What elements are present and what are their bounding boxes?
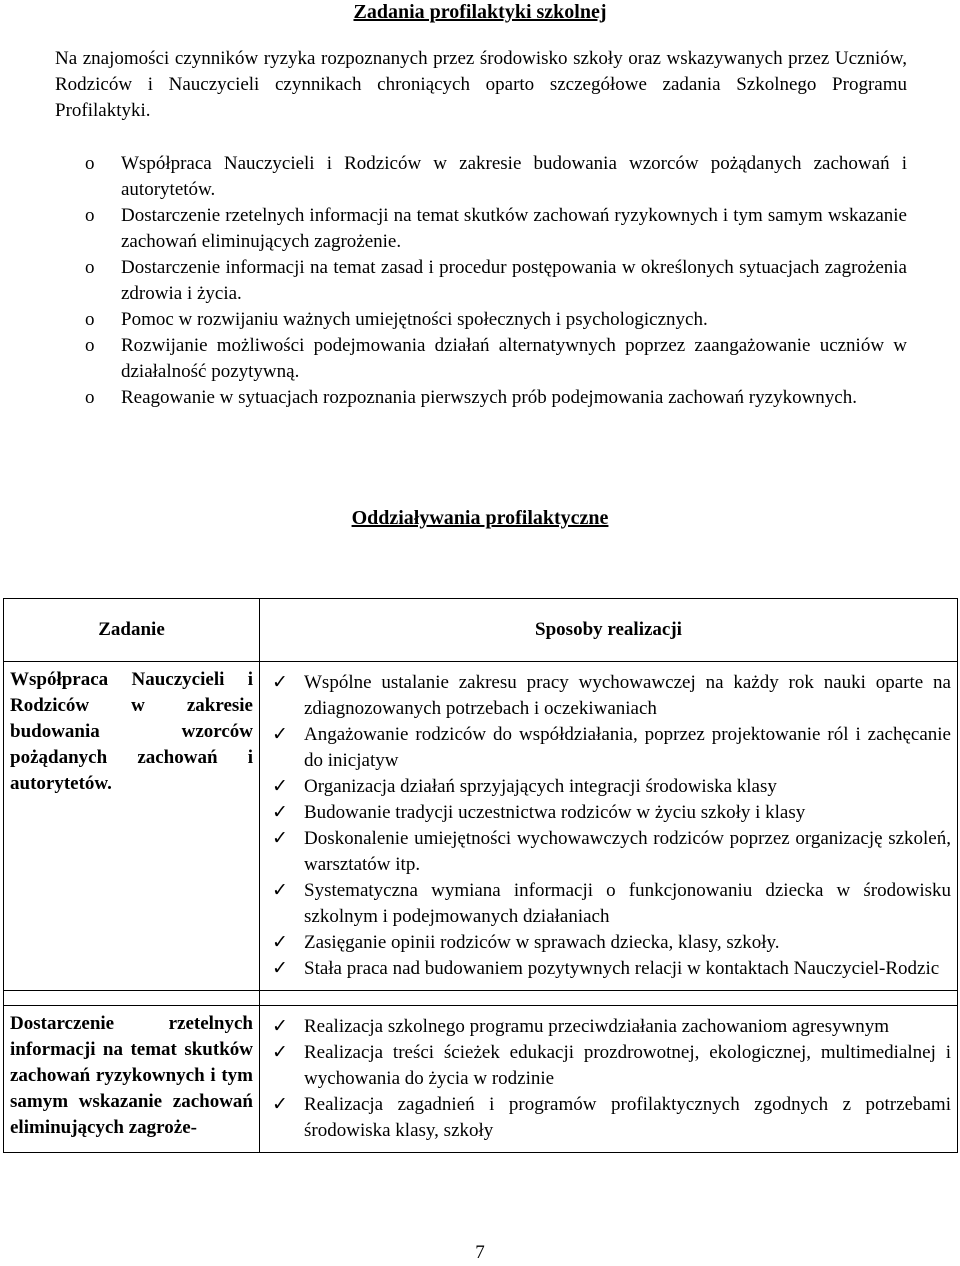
list-item (260, 930, 951, 956)
checkmark-icon: ✓ (272, 828, 288, 849)
checkmark-icon: ✓ (272, 802, 288, 823)
checkmark-icon: ✓ (272, 932, 288, 953)
way-text: Organizacja działań sprzyjających integracji środowiska klasy (304, 776, 777, 797)
list-item (55, 203, 907, 255)
task-cell: Dostarczenie rzetelnych informacji na temat skutków zachowań ryzykownych i tym samym wskazanie zachowań eliminujących zagroże- (4, 1006, 260, 1153)
intro-paragraph: Na znajomości czynników ryzyka rozpoznanych przez środowisko szkoły oraz wskazywanych przez Uczniów, Rodziców i Nauczycieli czynnikach chroniących oparto szczegółowe zadania Szkolnego Programu Profilaktyki. (55, 48, 907, 121)
checkmark-icon: ✓ (272, 880, 288, 901)
way-text: Zasięganie opinii rodziców w sprawach dziecka, klasy, szkoły. (304, 932, 780, 953)
table-gap-row (4, 991, 958, 1006)
section-title: Oddziaływania profilaktyczne (351, 507, 609, 529)
way-text: Realizacja treści ścieżek edukacji prozdrowotnej, ekologicznej, multimedialnej i wychowania do życia w rodzinie (304, 1042, 951, 1089)
bullet-icon: o (85, 153, 95, 174)
bullet-icon: o (85, 309, 95, 330)
header-task: Zadanie (4, 599, 260, 662)
way-text: Realizacja szkolnego programu przeciwdziałania zachowaniom agresywnym (304, 1016, 890, 1037)
list-item (260, 1014, 951, 1040)
list-item-text: Współpraca Nauczycieli i Rodziców w zakresie budowania wzorców pożądanych zachowań i autorytetów. (121, 153, 907, 200)
ways-cell (260, 1006, 958, 1153)
list-item (260, 774, 951, 800)
list-item (260, 1092, 951, 1144)
list-item (260, 670, 951, 722)
ways-list (260, 1006, 957, 1152)
checkmark-icon: ✓ (272, 1042, 288, 1063)
way-text: Realizacja zagadnień i programów profilaktycznych zgodnych z potrzebami środowiska klasy, szkoły (304, 1094, 951, 1141)
ways-cell (260, 662, 958, 991)
list-item (260, 722, 951, 774)
checkmark-icon: ✓ (272, 672, 288, 693)
way-text: Doskonalenie umiejętności wychowawczych rodziców poprzez organizację szkoleń, warsztatów itp. (304, 828, 951, 875)
bullet-icon: o (85, 387, 95, 408)
table-row (4, 1006, 958, 1153)
checkmark-icon: ✓ (272, 724, 288, 745)
way-text: Stała praca nad budowaniem pozytywnych relacji w kontaktach Nauczyciel-Rodzic (304, 958, 940, 979)
page-number: 7 (475, 1242, 485, 1263)
list-item (55, 151, 907, 203)
bullet-icon: o (85, 335, 95, 356)
gap-cell (260, 991, 958, 1006)
list-item (260, 878, 951, 930)
ways-list (260, 662, 957, 990)
list-item (260, 826, 951, 878)
list-item (55, 385, 907, 411)
list-item-text: Dostarczenie rzetelnych informacji na temat skutków zachowań ryzykownych i tym samym wskazanie zachowań eliminujących zagrożenie. (121, 205, 907, 252)
checkmark-icon: ✓ (272, 776, 288, 797)
task-cell: Współpraca Nauczycieli i Rodziców w zakresie budowania wzorców pożądanych zachowań i autorytetów. (4, 662, 260, 991)
checkmark-icon: ✓ (272, 1094, 288, 1115)
checkmark-icon: ✓ (272, 958, 288, 979)
table-row (4, 662, 958, 991)
tasks-list (55, 151, 907, 411)
measures-table (3, 598, 958, 1153)
header-ways: Sposoby realizacji (260, 599, 958, 662)
table-header-row (4, 599, 958, 662)
way-text: Angażowanie rodziców do współdziałania, poprzez projektowanie ról i zachęcanie do inicjatyw (304, 724, 951, 771)
bullet-icon: o (85, 205, 95, 226)
list-item (260, 956, 951, 982)
list-item (55, 255, 907, 307)
list-item (55, 307, 907, 333)
checkmark-icon: ✓ (272, 1016, 288, 1037)
way-text: Budowanie tradycji uczestnictwa rodziców w życiu szkoły i klasy (304, 802, 806, 823)
list-item-text: Dostarczenie informacji na temat zasad i procedur postępowania w określonych sytuacjach zagrożenia zdrowia i życia. (121, 257, 907, 304)
list-item-text: Rozwijanie możliwości podejmowania działań alternatywnych poprzez zaangażowanie uczniów w działalność pozytywną. (121, 335, 907, 382)
list-item (260, 800, 951, 826)
list-item (260, 1040, 951, 1092)
list-item (55, 333, 907, 385)
list-item-text: Pomoc w rozwijaniu ważnych umiejętności społecznych i psychologicznych. (121, 309, 708, 330)
way-text: Wspólne ustalanie zakresu pracy wychowawczej na każdy rok nauki oparte na zdiagnozowanych potrzebach i oczekiwaniach (304, 672, 951, 719)
list-item-text: Reagowanie w sytuacjach rozpoznania pierwszych prób podejmowania zachowań ryzykownych. (121, 387, 857, 408)
gap-cell (4, 991, 260, 1006)
way-text: Systematyczna wymiana informacji o funkcjonowaniu dziecka w środowisku szkolnym i podejmowanych działaniach (304, 880, 951, 927)
page-title: Zadania profilaktyki szkolnej (353, 1, 607, 23)
bullet-icon: o (85, 257, 95, 278)
